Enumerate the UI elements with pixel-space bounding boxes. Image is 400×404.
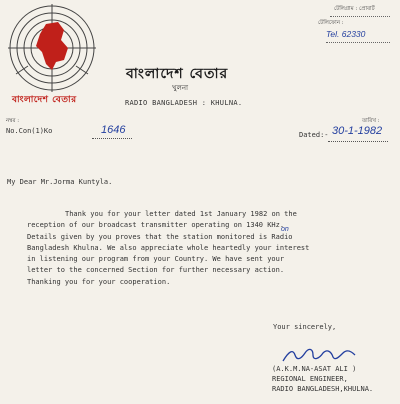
signature-block <box>272 364 373 394</box>
telegram-dotted-line <box>330 16 390 17</box>
signatory-name: (A.K.M.NA-ASAT ALI ) <box>272 365 357 373</box>
date-label: তারিখ : <box>362 118 380 124</box>
reference-printed: No.Con(1)Ko <box>6 127 53 135</box>
phone-label: টেলিফোন : <box>318 20 344 26</box>
signatory-title: REGIONAL ENGINEER, <box>272 375 348 383</box>
number-label: নম্বর : <box>6 118 20 124</box>
body-line-5: in listening our program from your Country. We have sent your <box>27 255 285 264</box>
body-line-1: Thank you for your letter dated 1st January 1982 on the <box>65 210 297 218</box>
city-name-bengali: খুলনা <box>172 84 189 92</box>
handwritten-insertion: on <box>281 226 289 233</box>
date-handwritten: 30-1-1982 <box>332 125 383 137</box>
signatory-organization: RADIO BANGLADESH,KHULNA. <box>272 385 374 393</box>
body-line-3: Details given by you proves that the station monitored is Radio <box>27 232 293 241</box>
date-printed: Dated:- <box>299 131 329 139</box>
reference-number-handwritten: 1646 <box>101 124 126 136</box>
phone-dotted-line <box>326 42 390 43</box>
letter-body <box>27 209 397 288</box>
telephone-handwritten: Tel. 62330 <box>326 29 366 39</box>
radio-bangladesh-logo <box>6 4 102 100</box>
body-line-4: Bangladesh Khulna. We also appreciate whole heartedly your interest <box>27 243 310 252</box>
org-name-bengali: বাংলাদেশ বেতার <box>126 66 229 82</box>
telegram-label: টেলিগ্রাম : প্রোবার্ট <box>334 6 375 12</box>
org-name-english: RADIO BANGLADESH : KHULNA. <box>125 99 243 107</box>
body-line-6: letter to the concerned Section for further necessary action. <box>27 266 285 275</box>
date-dotted-line <box>328 141 388 142</box>
salutation: My Dear Mr.Jorma Kuntyla. <box>7 178 113 186</box>
closing: Your sincerely, <box>273 323 337 331</box>
logo-caption: বাংলাদেশ বেতার <box>12 95 77 105</box>
body-line-7: Thanking you for your cooperation. <box>27 277 171 286</box>
reference-dotted-line <box>92 138 132 139</box>
body-line-2: reception of our broadcast transmitter operating on 1340 KHz. <box>27 221 285 230</box>
